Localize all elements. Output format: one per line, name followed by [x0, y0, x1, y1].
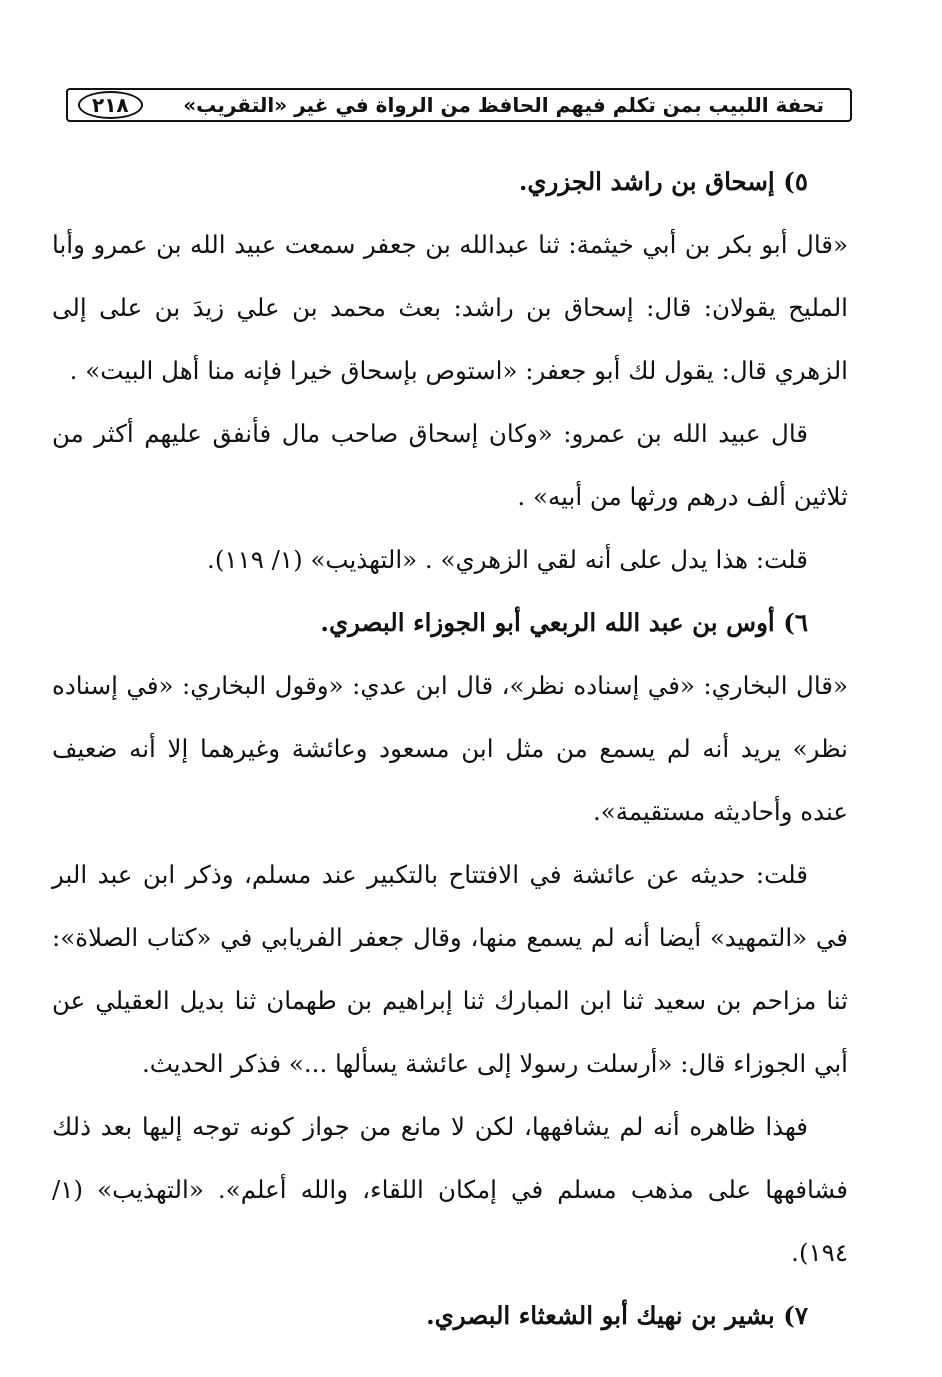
- entry-heading-7: ٧) بشير بن نهيك أبو الشعثاء البصري.: [426, 1301, 808, 1330]
- body-paragraph: قال عبيد الله بن عمرو: «وكان إسحاق صاحب مال فأنفق عليهم أكثر من ثلاثين ألف درهم ورثها من أبيه» .: [52, 419, 848, 511]
- body-paragraph: قلت: حديثه عن عائشة في الافتتاح بالتكبير عند مسلم، وذكر ابن عبد البر في «التمهيد» أيضا أنه لم يسمع منها، وقال جعفر الفريابي في «كتاب الصلاة»: ثنا مزاحم بن سعيد ثنا ابن المبارك ثنا إبراهيم بن طهمان ثنا بديل العقيلي عن أبي الجوزاء قال: «أرسلت رسولا إلى عائشة يسألها ...» فذكر الحديث.: [52, 860, 848, 1078]
- body-paragraph: «قال البخاري: «في إسناده نظر»، قال ابن عدي: «وقول البخاري: «في إسناده نظر» يريد أنه لم يسمع من مثل ابن مسعود وعائشة وغيرهما إلا أنه ضعيف عنده وأحاديثه مستقيمة».: [52, 671, 848, 826]
- body-paragraph: فهذا ظاهره أنه لم يشافهها، لكن لا مانع من جواز كونه توجه إليها بعد ذلك فشافهها على مذهب مسلم في إمكان اللقاء، والله أعلم». «التهذيب» (١/ ١٩٤).: [52, 1112, 848, 1267]
- entry-heading-5: ٥) إسحاق بن راشد الجزري.: [518, 167, 808, 196]
- page-header: [66, 88, 852, 122]
- page-body: [52, 150, 848, 1347]
- running-title: تحفة اللبيب بمن تكلم فيهم الحافظ من الرواة في غير «التقريب»: [183, 93, 824, 117]
- page-number: ٢١٨: [78, 91, 143, 119]
- body-paragraph: قلت: هذا يدل على أنه لقي الزهري» . «التهذيب» (١/ ١١٩).: [207, 545, 808, 574]
- body-paragraph: «قال أبو بكر بن أبي خيثمة: ثنا عبدالله بن جعفر سمعت عبيد الله بن عمرو وأبا المليح يقولان: قال: إسحاق بن راشد: بعث محمد بن علي زيدَ بن على إلى الزهري قال: يقول لك أبو جعفر: «استوص بإسحاق خيرا فإنه منا أهل البيت» .: [52, 230, 848, 385]
- entry-heading-6: ٦) أوس بن عبد الله الربعي أبو الجوزاء البصري.: [320, 608, 808, 637]
